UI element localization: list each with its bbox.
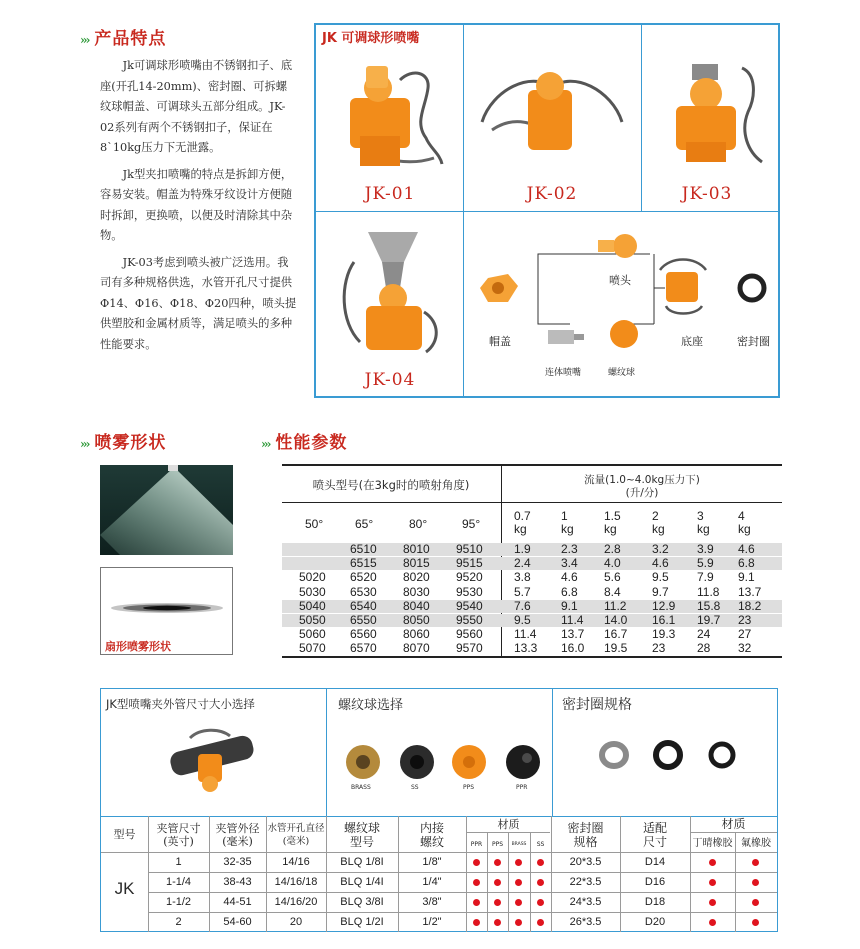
jk01-image: [330, 58, 450, 178]
sel-grid: [690, 832, 777, 833]
perf-cell: 24: [697, 627, 711, 642]
hdr-clamp-size-unit: (英寸): [163, 835, 194, 848]
hdr-seal-spec: 密封圈: [567, 821, 604, 835]
jk04-image: [330, 222, 450, 362]
perf-cell: 8010: [403, 542, 430, 556]
sel-cell-size: 1-1/2: [165, 896, 192, 908]
perf-row: [282, 571, 782, 584]
flow-unit: (升/分): [625, 487, 659, 499]
jk03-image: [652, 56, 772, 174]
sel-cell-seal: 22*3.5: [569, 876, 602, 888]
sel-cell-ball: BLQ 3/8I: [340, 896, 384, 908]
performance-heading: ››› 性能参数: [261, 433, 348, 453]
sel-cell-seal: 24*3.5: [569, 896, 602, 908]
sel-cell-fit: D20: [644, 916, 666, 928]
sel-cell-size: 1-1/4: [165, 876, 192, 888]
perf-cell: 6550: [350, 613, 377, 627]
material-dot-icon: [752, 879, 759, 886]
fan-spray-label: 扇形喷雾形状: [105, 640, 171, 653]
perf-cell: 6560: [350, 627, 377, 642]
material-dot-icon: [515, 899, 522, 906]
sel-cell-size: 2: [175, 916, 182, 928]
perf-cell: 28: [697, 641, 711, 656]
perf-row: [282, 642, 782, 655]
ball-type-brass: BRASS: [351, 784, 371, 791]
material-dot-icon: [537, 919, 544, 926]
material-dot-icon: [752, 899, 759, 906]
model-header: 喷头型号(在3kg时的喷射角度): [312, 478, 470, 492]
pressure-5: 4: [738, 509, 745, 523]
seal-title: 密封圈规格: [562, 697, 632, 713]
pressure-unit: kg: [514, 522, 527, 536]
pressure-2: 1.5: [604, 509, 621, 523]
perf-cell: 9560: [456, 627, 483, 642]
perf-row: [282, 586, 782, 599]
sel-cell-seal: 20*3.5: [569, 856, 602, 868]
material-dot-icon: [473, 899, 480, 906]
material-dot-icon: [709, 879, 716, 886]
sel-cell-thread: 1/4": [422, 876, 442, 888]
features-paragraph-2: Jk型夹扣喷嘴的特点是拆卸方便，容易安装。帽盖为特殊牙纹设计方便随时拆卸，更换喷，以便及时清除其中杂物。: [100, 167, 293, 242]
material-dot-icon: [494, 919, 501, 926]
perf-cell: 4.6: [652, 556, 669, 571]
spray-heading: ››› 喷雾形状: [80, 433, 167, 453]
perf-cell: 11.8: [697, 584, 720, 599]
material-dot-icon: [752, 919, 759, 926]
sel-cell-hole: 14/16: [282, 856, 310, 868]
label-cap: 帽盖: [489, 335, 511, 348]
sel-cell-thread: 1/2": [422, 916, 442, 928]
perf-cell: 9510: [456, 542, 483, 556]
seal-ring-images: [596, 738, 746, 772]
pressure-1: 1: [561, 509, 568, 523]
perf-cell: 19.7: [697, 613, 721, 627]
perf-cell: 9550: [456, 613, 483, 627]
perf-row: [282, 614, 782, 627]
label-seal: 密封圈: [737, 335, 770, 348]
perf-cell: 3.8: [514, 570, 531, 585]
arrow-icon: ›››: [80, 33, 89, 47]
perf-cell: 8020: [403, 570, 430, 585]
pressure-0: 0.7: [514, 509, 531, 523]
jk02-image: [472, 60, 632, 170]
perf-bottom-rule: [282, 656, 782, 658]
gallery-divider: [641, 23, 642, 212]
perf-cell: 12.9: [652, 598, 676, 613]
fan-spray-pattern: [101, 568, 232, 632]
sel-cell-thread: 1/8": [422, 856, 442, 868]
perf-cell: 4.6: [561, 570, 578, 585]
caption-jk02: JK-02: [526, 184, 578, 204]
perf-cell: 8.4: [604, 584, 621, 599]
perf-cell: 5.6: [604, 570, 621, 585]
material-dot-icon: [709, 919, 716, 926]
perf-cell: 11.2: [604, 598, 627, 613]
sel-cell-ball: BLQ 1/8I: [340, 856, 384, 868]
spray-photo: [100, 465, 233, 555]
hdr-material: 材质: [497, 818, 520, 831]
material-dot-icon: [494, 859, 501, 866]
hdr-seal-spec-2: 规格: [573, 835, 598, 849]
pipe-title: JK型喷嘴夹外管尺寸大小选择: [106, 697, 255, 711]
material-dot-icon: [537, 879, 544, 886]
perf-cell: 6.8: [561, 584, 578, 599]
perf-cell: 7.6: [514, 598, 531, 613]
gallery-title: JK 可调球形喷嘴: [322, 31, 420, 46]
sel-cell-hole: 14/16/18: [274, 876, 318, 888]
perf-mid-rule: [282, 502, 782, 503]
hdr-fit-size: 适配: [642, 821, 667, 835]
label-ball: 螺纹球: [608, 368, 636, 378]
fan-spray-box: [100, 567, 233, 655]
angle-50: 50°: [305, 517, 324, 531]
perf-cell: 9515: [456, 556, 483, 571]
perf-row: [282, 628, 782, 641]
perf-cell: 8015: [403, 556, 430, 571]
pressure-unit: kg: [738, 522, 751, 536]
sel-cell-size: 1: [175, 856, 182, 868]
features-heading: ››› 产品特点: [80, 29, 167, 49]
perf-cell: 6540: [350, 598, 377, 613]
perf-cell: 5070: [299, 641, 326, 656]
perf-cell: 5040: [299, 598, 326, 613]
perf-row: [282, 543, 782, 556]
sel-cell-thread: 3/8": [422, 896, 442, 908]
pipe-clamp-image: [160, 714, 260, 794]
gallery-divider: [463, 23, 464, 212]
hdr-model: 型号: [113, 828, 136, 841]
perf-cell: 9570: [456, 641, 483, 656]
sel-grid: [148, 872, 777, 873]
perf-cell: 5050: [299, 613, 326, 627]
perf-cell: 6515: [350, 556, 377, 571]
hdr-ball-model-2: 型号: [349, 835, 374, 849]
perf-cell: 9.1: [561, 598, 578, 613]
perf-cell: 8040: [403, 598, 430, 613]
sel-grid: [148, 892, 777, 893]
perf-cell: 7.9: [697, 570, 714, 585]
hdr-ss: SS: [536, 841, 545, 848]
perf-cell: 5.9: [697, 556, 714, 571]
ball-title: 螺纹球选择: [338, 698, 404, 713]
selection-divider: [326, 688, 327, 816]
ball-type-ss: SS: [411, 784, 419, 791]
ball-images: [343, 740, 543, 790]
sel-grid: [148, 912, 777, 913]
pressure-unit: kg: [561, 522, 574, 536]
perf-cell: 9.5: [652, 570, 669, 585]
perf-cell: 8070: [403, 641, 430, 656]
perf-cell: 3.2: [652, 542, 669, 556]
sel-cell-hole: 20: [289, 916, 303, 928]
perf-cell: 16.1: [652, 613, 676, 627]
material-dot-icon: [709, 859, 716, 866]
material-dot-icon: [473, 919, 480, 926]
perf-cell: 2.3: [561, 542, 578, 556]
sel-cell-hole: 14/16/20: [274, 896, 318, 908]
hdr-seal-material: 材质: [721, 817, 746, 831]
perf-row: [282, 557, 782, 570]
sel-cell-od: 38-43: [223, 876, 252, 888]
caption-jk03: JK-03: [681, 184, 733, 204]
perf-cell: 19.3: [652, 627, 676, 642]
perf-cell: 9.1: [738, 570, 755, 585]
sel-grid: [101, 816, 777, 817]
perf-cell: 27: [738, 627, 752, 642]
perf-row: [282, 600, 782, 613]
sel-cell-fit: D14: [644, 856, 666, 868]
perf-cell: 4.0: [604, 556, 621, 571]
perf-cell: 5060: [299, 627, 326, 642]
sel-cell-seal: 26*3.5: [569, 916, 602, 928]
perf-cell: 13.3: [514, 641, 538, 656]
material-dot-icon: [752, 859, 759, 866]
hdr-brass: BRASS: [511, 842, 527, 847]
gallery-divider: [314, 211, 780, 212]
hdr-ball-model: 螺纹球: [343, 821, 380, 835]
features-paragraph-3: JK-03考虑到喷头被广泛选用。我司有多种规格供选，水管开孔尺寸提供Φ14、Φ16、Φ18、Φ20四种，喷头提供塑胶和金属材质等，满足喷头的多种性能要求。: [100, 255, 297, 351]
label-nozzle: 连体喷嘴: [545, 368, 582, 378]
material-dot-icon: [537, 899, 544, 906]
hdr-ppr: PPR: [470, 841, 483, 848]
perf-cell: 15.8: [697, 598, 721, 613]
features-paragraph-1: Jk可调球形喷嘴由不锈钢扣子、底座(开孔14-20mm)、密封圈、可拆螺纹球帽盖、可调球头五部分组成。JK-02系列有两个不锈钢扣子，保证在8`10kg压力下无泄露。: [100, 59, 293, 154]
hdr-hole-dia-unit: (毫米): [282, 836, 310, 847]
perf-cell: 8030: [403, 584, 430, 599]
hdr-nbr: 丁晴橡胶: [692, 838, 733, 849]
angle-95: 95°: [462, 517, 481, 531]
pressure-3: 2: [652, 509, 659, 523]
hdr-inner-thread: 内接: [419, 821, 444, 835]
perf-cell: 2.8: [604, 542, 621, 556]
perf-cell: 9.7: [652, 584, 669, 599]
hdr-inner-thread-2: 螺纹: [419, 835, 444, 849]
perf-cell: 23: [652, 641, 666, 656]
sel-cell-ball: BLQ 1/2I: [340, 916, 384, 928]
hdr-fkm: 氟橡胶: [741, 838, 771, 849]
perf-cell: 5.7: [514, 584, 531, 599]
perf-cell: 6570: [350, 641, 377, 656]
features-text: [100, 56, 298, 356]
sel-cell-fit: D16: [644, 876, 666, 888]
flow-header: 流量(1.0~4.0kg压力下): [584, 474, 700, 486]
ball-type-pps: PPS: [463, 784, 475, 791]
perf-cell: 9530: [456, 584, 483, 599]
perf-cell: 5030: [299, 584, 326, 599]
perf-cell: 8060: [403, 627, 430, 642]
perf-cell: 3.4: [561, 556, 578, 571]
material-dot-icon: [473, 879, 480, 886]
hdr-pps: PPS: [491, 841, 504, 848]
sel-grid: [690, 816, 691, 932]
model-jk: JK: [114, 879, 135, 898]
perf-cell: 8050: [403, 613, 430, 627]
material-dot-icon: [515, 879, 522, 886]
hdr-outer-dia-unit: (毫米): [222, 835, 253, 848]
perf-cell: 5020: [299, 570, 326, 585]
sel-cell-od: 44-51: [223, 896, 252, 908]
perf-cell: 32: [738, 641, 752, 656]
angle-80: 80°: [409, 517, 428, 531]
perf-cell: 11.4: [514, 627, 537, 642]
sel-grid: [466, 816, 467, 932]
label-base: 底座: [681, 335, 703, 348]
perf-cell: 13.7: [561, 627, 585, 642]
label-head: 喷头: [609, 274, 631, 287]
ball-type-ppr: PPR: [516, 784, 528, 791]
hdr-clamp-size: 夹管尺寸: [156, 822, 201, 835]
sel-cell-od: 32-35: [223, 856, 252, 868]
material-dot-icon: [537, 859, 544, 866]
material-dot-icon: [494, 879, 501, 886]
sel-grid: [101, 852, 777, 853]
perf-cell: 6520: [350, 570, 377, 585]
arrow-icon: ›››: [261, 437, 270, 451]
pressure-unit: kg: [652, 522, 665, 536]
pressure-unit: kg: [697, 522, 710, 536]
perf-cell: 4.6: [738, 542, 755, 556]
perf-cell: 6510: [350, 542, 377, 556]
sel-cell-fit: D18: [644, 896, 666, 908]
perf-cell: 6.8: [738, 556, 755, 571]
perf-cell: 16.0: [561, 641, 585, 656]
caption-jk01: JK-01: [364, 184, 416, 204]
material-dot-icon: [515, 919, 522, 926]
perf-cell: 3.9: [697, 542, 714, 556]
perf-cell: 19.5: [604, 641, 628, 656]
selection-divider: [552, 688, 553, 816]
perf-cell: 6530: [350, 584, 377, 599]
sel-cell-od: 54-60: [223, 916, 252, 928]
perf-cell: 14.0: [604, 613, 628, 627]
material-dot-icon: [494, 899, 501, 906]
perf-cell: 9520: [456, 570, 483, 585]
caption-jk04: JK-04: [364, 370, 416, 390]
hdr-hole-dia: 水管开孔直径: [267, 823, 325, 834]
perf-cell: 11.4: [561, 613, 584, 627]
perf-cell: 13.7: [738, 584, 762, 599]
perf-cell: 23: [738, 613, 752, 627]
hdr-outer-dia: 夹管外径: [215, 822, 260, 835]
perf-cell: 9.5: [514, 613, 531, 627]
material-dot-icon: [515, 859, 522, 866]
perf-cell: 9540: [456, 598, 483, 613]
pressure-4: 3: [697, 509, 704, 523]
hdr-fit-size-2: 尺寸: [642, 835, 667, 849]
perf-cell: 18.2: [738, 598, 762, 613]
perf-cell: 16.7: [604, 627, 628, 642]
gallery-divider: [463, 211, 464, 398]
sel-cell-ball: BLQ 1/4I: [340, 876, 384, 888]
pressure-unit: kg: [604, 522, 617, 536]
angle-65: 65°: [355, 517, 374, 531]
material-dot-icon: [709, 899, 716, 906]
perf-cell: 1.9: [514, 542, 531, 556]
arrow-icon: ›››: [80, 437, 89, 451]
perf-top-rule: [282, 464, 782, 466]
material-dot-icon: [473, 859, 480, 866]
perf-cell: 2.4: [514, 556, 531, 571]
